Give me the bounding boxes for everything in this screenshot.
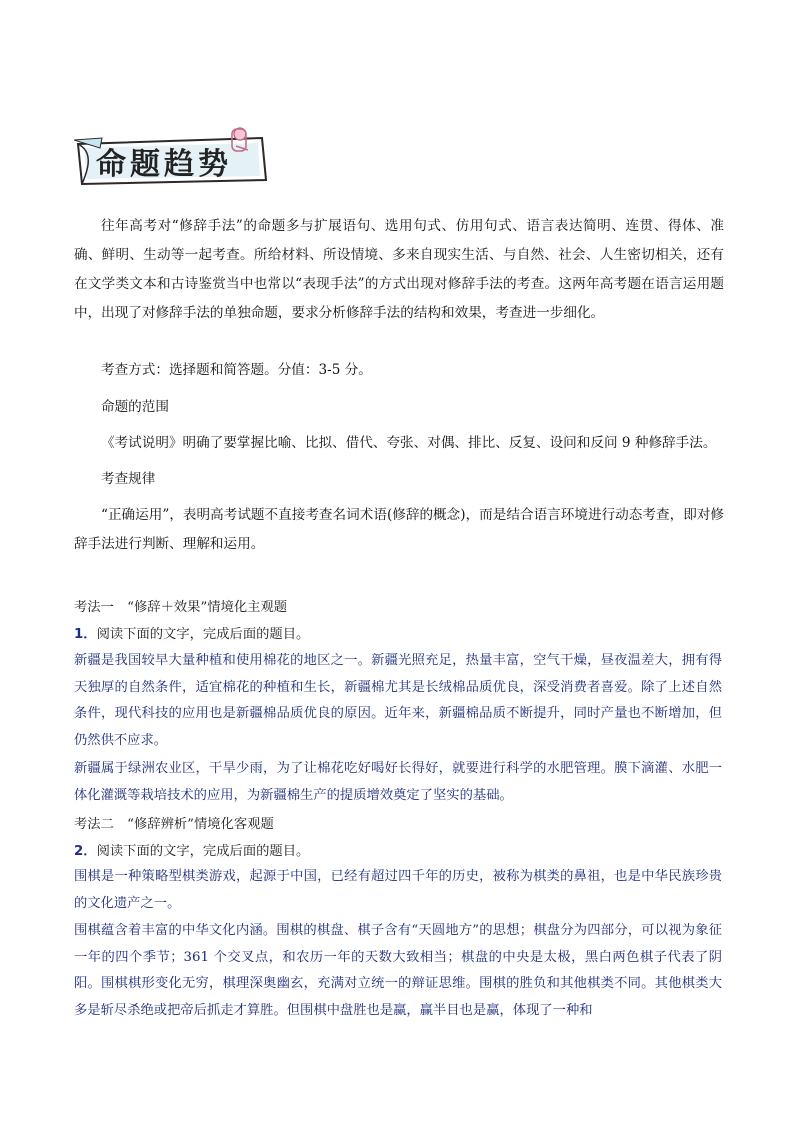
question-number: 1． xyxy=(74,627,97,642)
section2-question xyxy=(74,837,724,866)
section1-heading: 考法一 “修辞＋效果”情境化主观题 xyxy=(74,600,288,615)
intro-paragraph-1: 往年高考对“修辞手法”的命题多与扩展语句、选用句式、仿用句式、语言表达简明、连贯、得体、准确、鲜明、生动等一起考查。所给材料、所设情境、多来自现实生活、与自然、社会、人生密切相关，还有在文学类文本和古诗鉴赏当中也常以“表现手法”的方式出现对修辞手法的考查。这两年高考题在语言运用题中，出现了对修辞手法的单独命题，要求分析修辞手法的结构和效果，考查进一步细化。 xyxy=(74,218,724,321)
pattern-paragraph: “正确运用”，表明高考试题不直接考查名词术语(修辞的概念)，而是结合语言环境进行动态考查，即对修辞手法进行判断、理解和运用。 xyxy=(74,507,724,552)
section1-passage-1: 新疆是我国较早大量种植和使用棉花的地区之一。新疆光照充足，热量丰富，空气干燥，昼夜温差大，拥有得天独厚的自然条件，适宜棉花的种植和生长，新疆棉尤其是长绒棉品质优良，深受消费者喜爱。除了上述自然条件，现代科技的应用也是新疆棉品质优良的原因。近年来，新疆棉品质不断提升，同时产量也不断增加，但仍然供不应求。 xyxy=(74,653,722,748)
exam-format-line: 考查方式：选择题和简答题。分值：3-5 分。 xyxy=(101,362,372,378)
question-instruction: 阅读下面的文字，完成后面的题目。 xyxy=(96,844,310,859)
section2-passage-1: 围棋是一种策略型棋类游戏，起源于中国，已经有超过四千年的历史，被称为棋类的鼻祖，也是中华民族珍贵的文化遗产之一。 xyxy=(74,869,722,911)
section-banner xyxy=(74,126,270,188)
section2-heading: 考法二 “修辞辨析”情境化客观题 xyxy=(74,817,274,832)
section2-passage-2: 围棋蕴含着丰富的中华文化内涵。围棋的棋盘、棋子含有“天圆地方”的思想；棋盘分为四部分，可以视为象征一年的四个季节；361 个交叉点，和农历一年的天数大致相当；棋盘的中央是太极，黑白两色棋子代表了阴阳。围棋棋形变化无穷，棋理深奥幽玄，充满对立统一的辩证思维。围棋的胜负和其他棋类不同。其他棋类大多是斩尽杀绝或把帝后抓走才算胜。但围棋中盘胜也是赢，赢半目也是赢，体现了一种和 xyxy=(74,923,722,1018)
question-instruction: 阅读下面的文字，完成后面的题目。 xyxy=(96,627,310,642)
section1-passage-2: 新疆属于绿洲农业区，干旱少雨，为了让棉花吃好喝好长得好，就要进行科学的水肥管理。膜下滴灌、水肥一体化灌溉等栽培技术的应用，为新疆棉生产的提质增效奠定了坚实的基础。 xyxy=(74,761,722,803)
scope-paragraph: 《考试说明》明确了要掌握比喻、比拟、借代、夸张、对偶、排比、反复、设问和反问 9 种修辞手法。 xyxy=(101,435,717,451)
pattern-heading: 考查规律 xyxy=(101,471,156,487)
scope-heading: 命题的范围 xyxy=(101,399,169,415)
banner-title: 命题趋势 xyxy=(96,147,232,182)
question-number: 2． xyxy=(74,844,97,859)
section1-question xyxy=(74,620,724,649)
